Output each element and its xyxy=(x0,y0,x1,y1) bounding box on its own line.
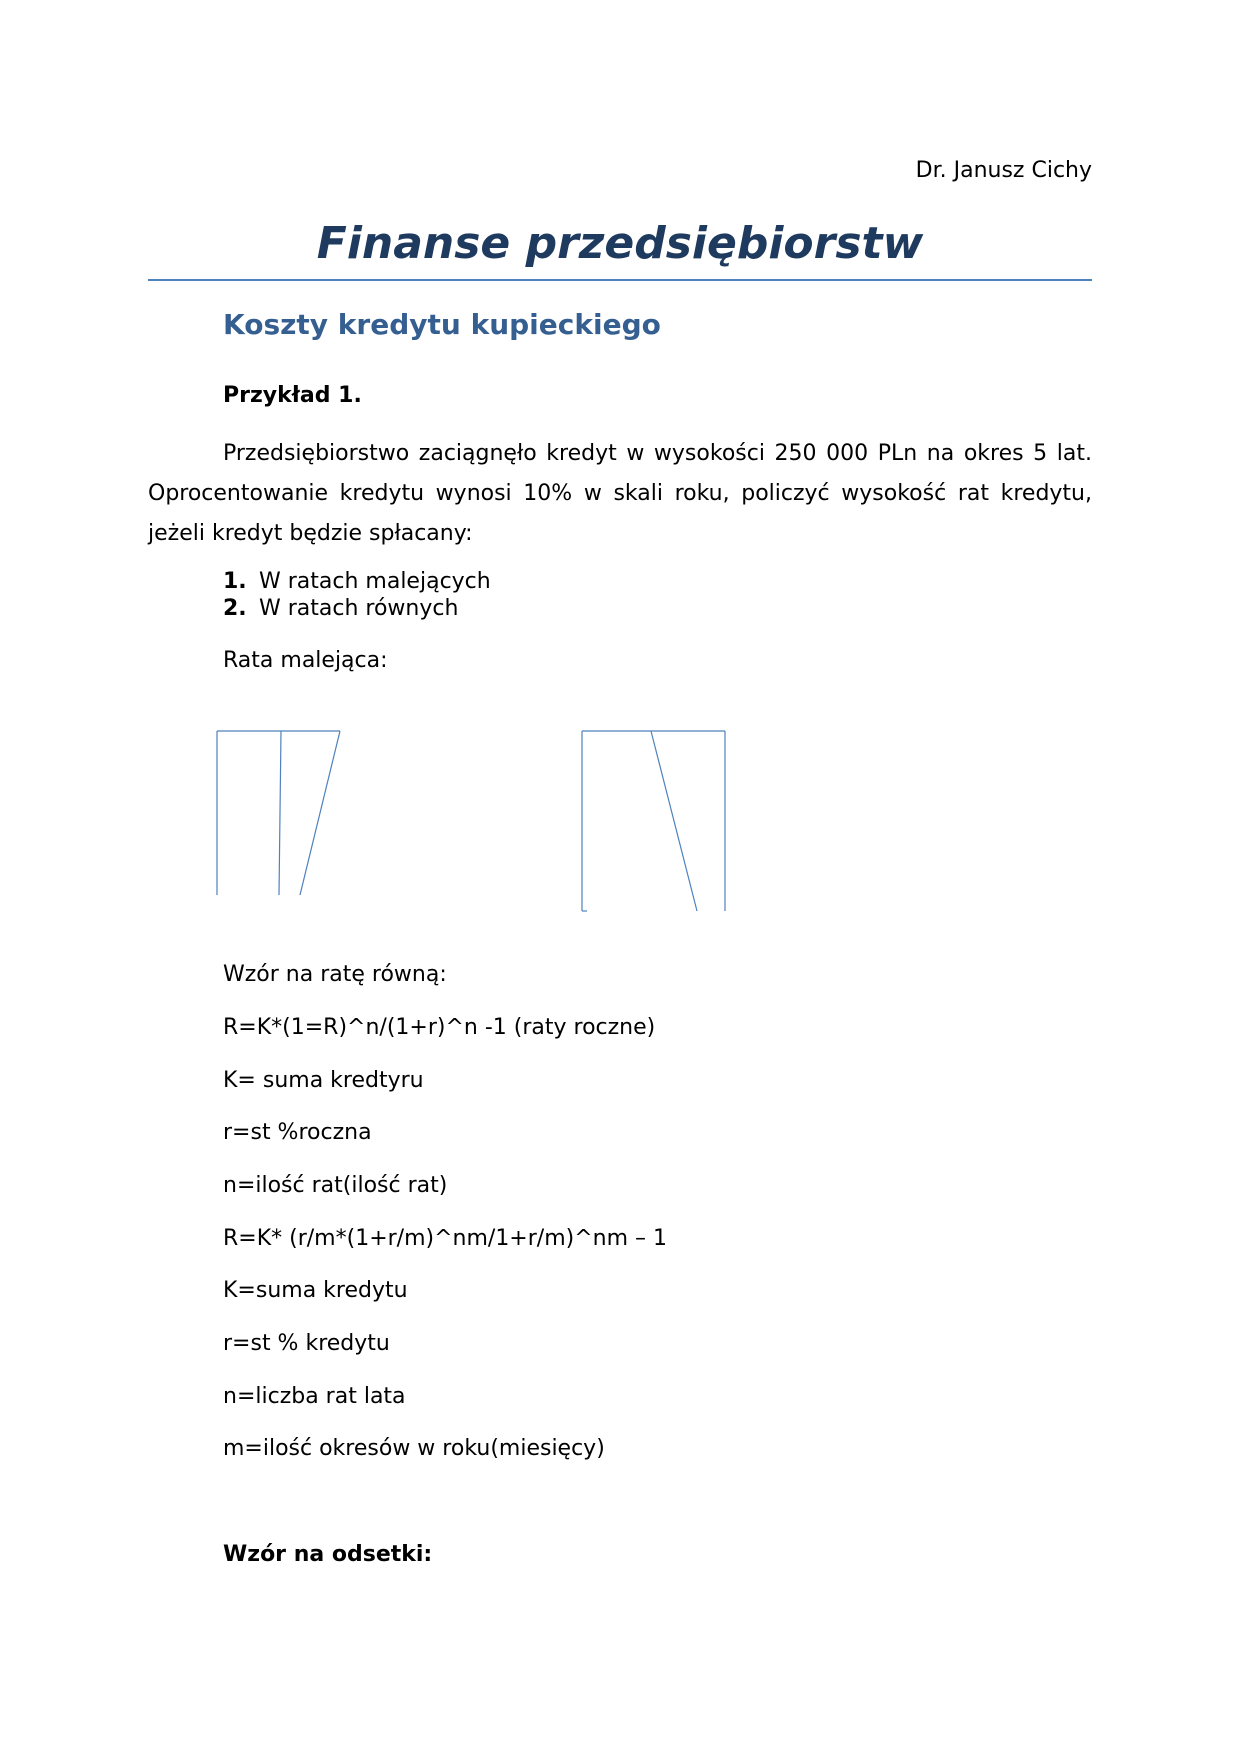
problem-paragraph: Przedsiębiorstwo zaciągnęło kredyt w wysokości 250 000 PLn na okres 5 lat. Oprocentowanie kredytu wynosi 10% w skali roku, policzyć wysokość rat kredytu, jeżeli kredyt będzie spłacany: xyxy=(148,441,1092,546)
formula-line: r=st %roczna xyxy=(223,1120,372,1145)
formula-line: r=st % kredytu xyxy=(223,1331,390,1356)
rata-malejaca-diagram-2 xyxy=(579,728,729,914)
wzor-rata-rowna-label: Wzór na ratę równą: xyxy=(223,962,447,987)
formula-line: m=ilość okresów w roku(miesięcy) xyxy=(223,1436,605,1461)
diagram-divider xyxy=(279,731,281,895)
formula-line: R=K*(1=R)^n/(1+r)^n -1 (raty roczne) xyxy=(223,1015,656,1040)
list-item-number: 2. xyxy=(223,596,247,621)
rata-malejaca-label: Rata malejąca: xyxy=(223,648,388,673)
list-item xyxy=(223,568,491,595)
author-name: Dr. Janusz Cichy xyxy=(915,158,1092,183)
list-item xyxy=(223,595,491,622)
section-heading: Koszty kredytu kupieckiego xyxy=(223,308,661,341)
document-title: Finanse przedsiębiorstw xyxy=(316,218,924,269)
list-item-text: W ratach równych xyxy=(259,596,459,621)
title-underline xyxy=(148,279,1092,281)
formula-line: K=suma kredytu xyxy=(223,1278,408,1303)
list-item-number: 1. xyxy=(223,569,247,594)
formula-line: n=liczba rat lata xyxy=(223,1384,406,1409)
formula-line: n=ilość rat(ilość rat) xyxy=(223,1173,448,1198)
example-heading: Przykład 1. xyxy=(223,383,362,408)
odsetki-heading: Wzór na odsetki: xyxy=(223,1542,433,1567)
list-item-text: W ratach malejących xyxy=(259,569,491,594)
diagram-slant-line xyxy=(300,731,340,895)
formula-line: K= suma kredtyru xyxy=(223,1068,424,1093)
diagram-slant-line xyxy=(651,731,697,911)
numbered-list xyxy=(223,568,491,622)
rata-malejaca-diagram-1 xyxy=(214,728,344,898)
formula-line: R=K* (r/m*(1+r/m)^nm/1+r/m)^nm – 1 xyxy=(223,1226,668,1251)
